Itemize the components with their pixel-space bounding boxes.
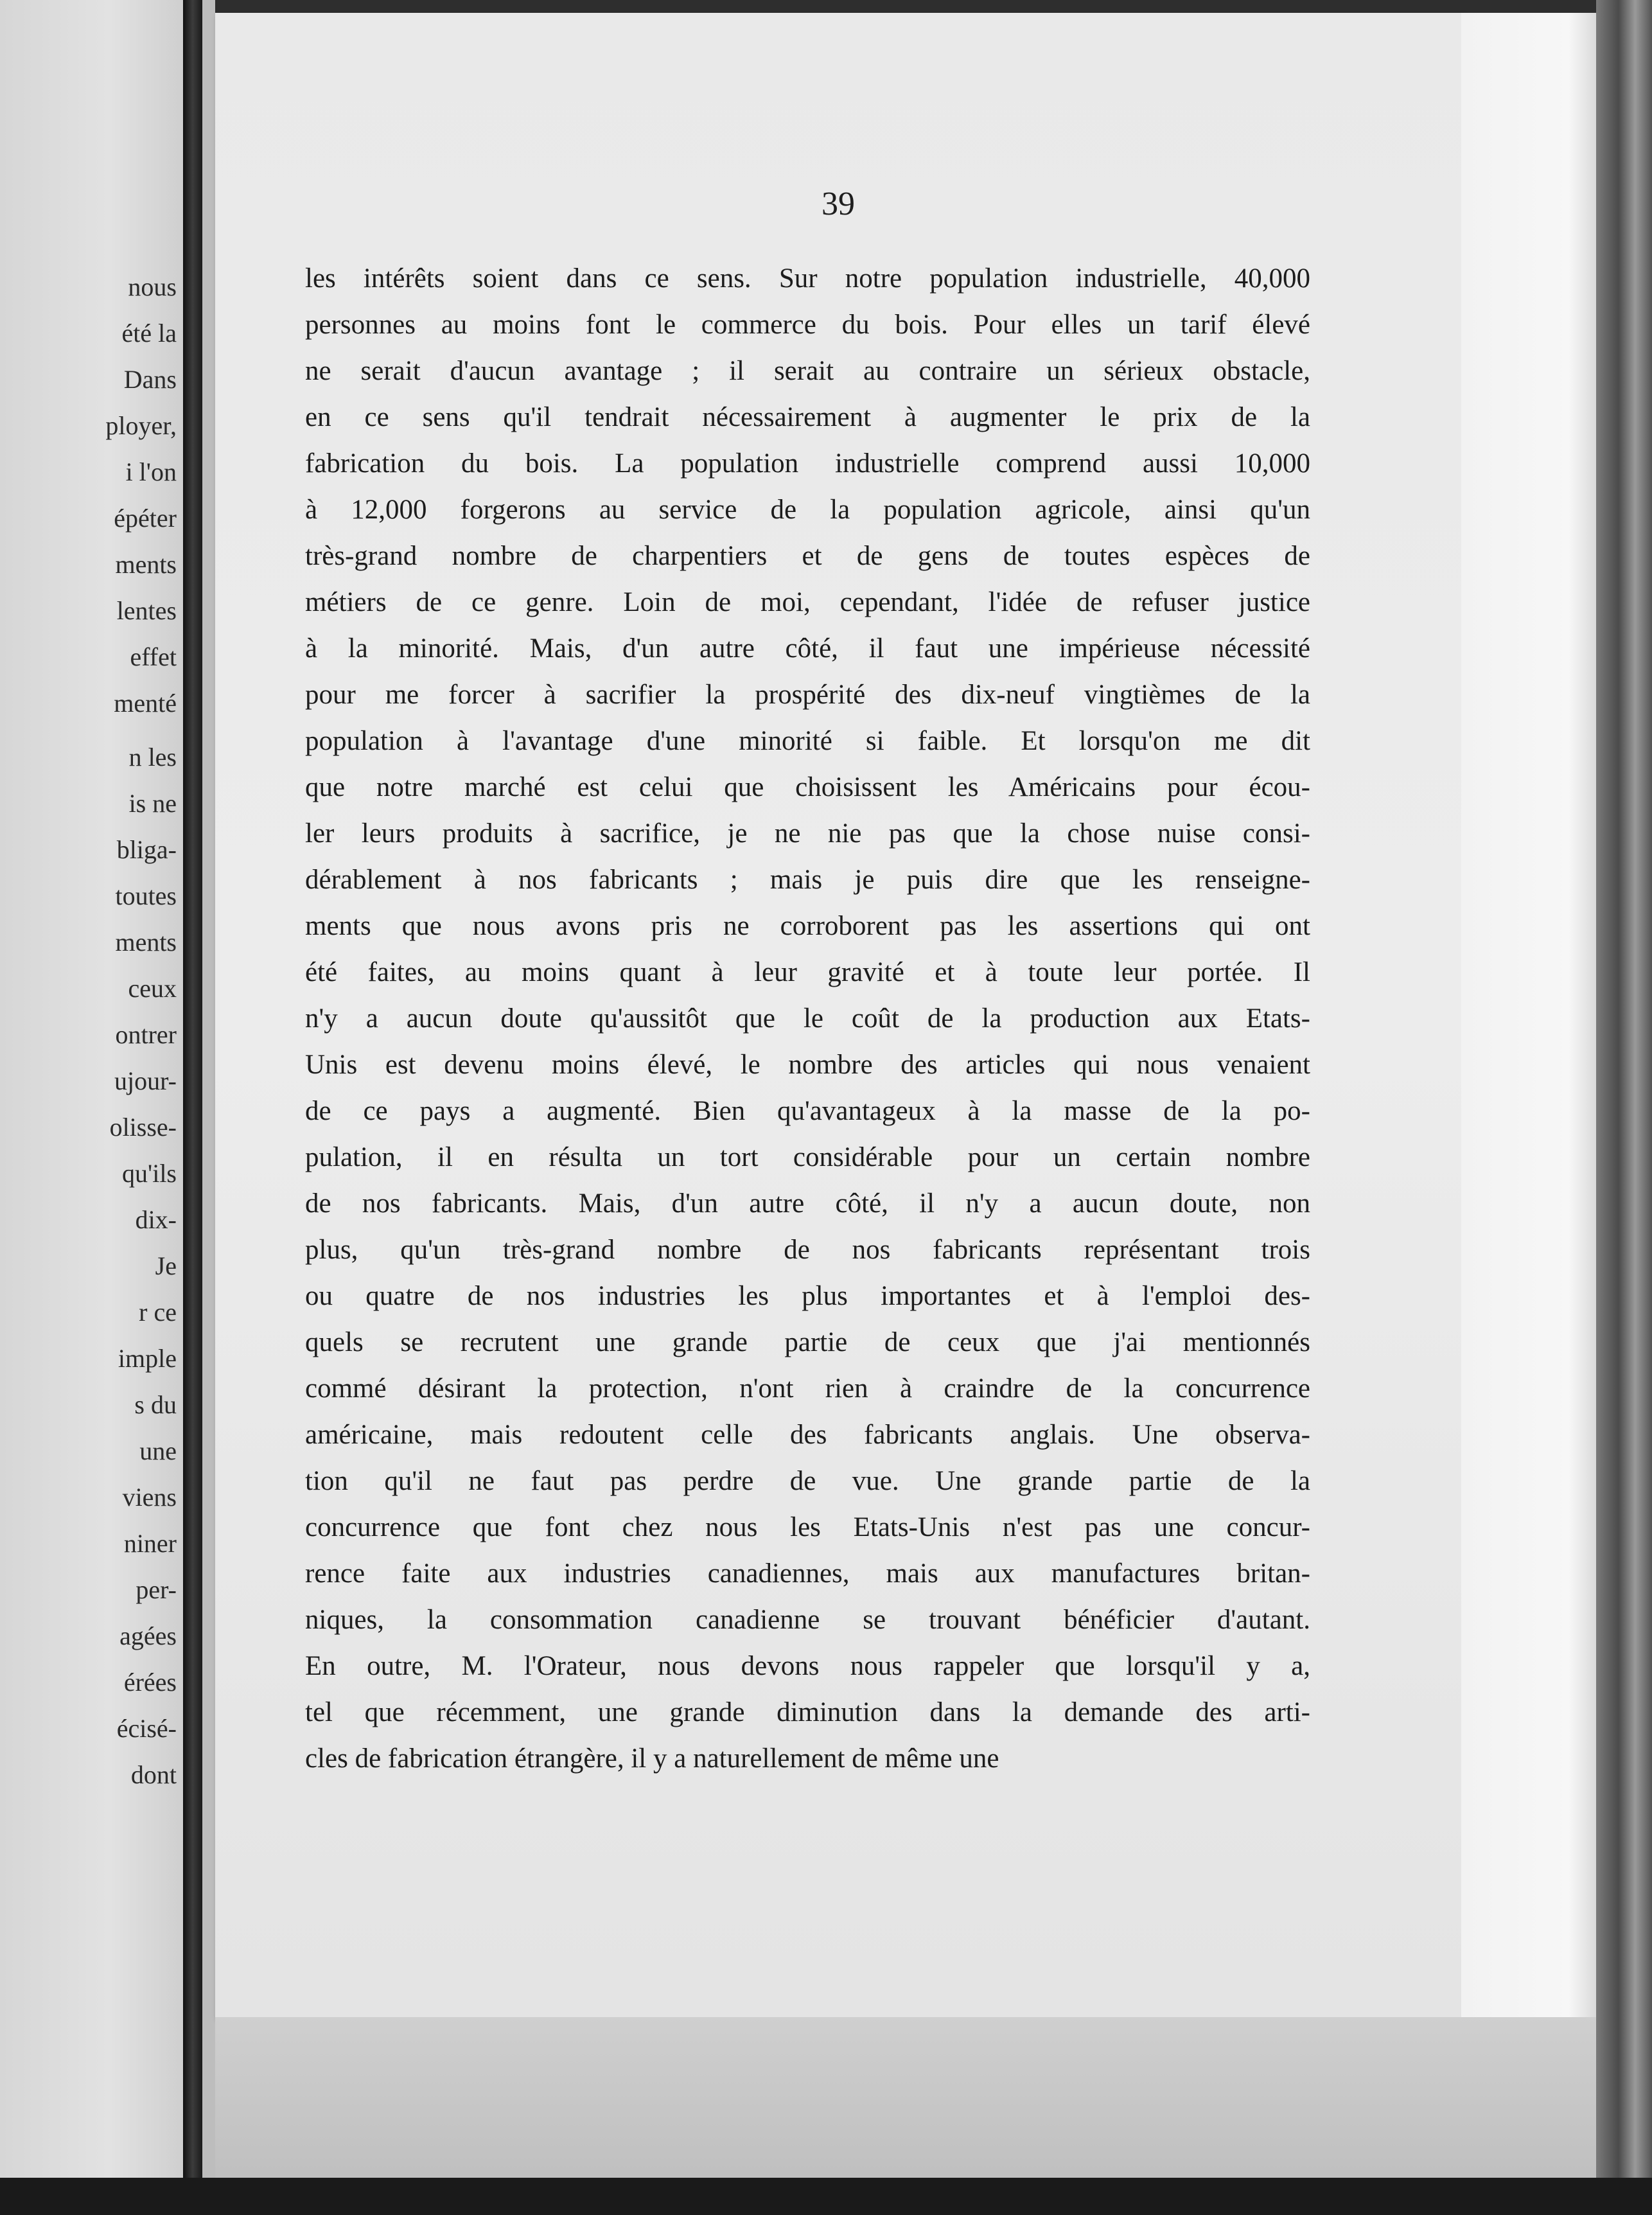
left-page-fragment — [0, 0, 183, 2215]
text-line: rence faite aux industries canadiennes, mais aux manufactures britan- — [305, 1558, 1310, 1589]
scan-bottom-border — [0, 2178, 1652, 2215]
left-fragment-line: menté — [114, 689, 177, 718]
left-fragment-line: imple — [118, 1344, 177, 1373]
left-fragment-line: toutes — [115, 881, 177, 910]
text-line: de nos fabricants. Mais, d'un autre côté, il n'y a aucun doute, non — [305, 1188, 1310, 1219]
text-line: en ce sens qu'il tendrait nécessairement à augmenter le prix de la — [305, 402, 1310, 432]
text-line: américaine, mais redoutent celle des fabricants anglais. Une observa- — [305, 1420, 1310, 1450]
text-line: concurrence que font chez nous les Etats-Unis n'est pas une concur- — [305, 1512, 1310, 1542]
page-number: 39 — [822, 186, 855, 222]
text-line: très-grand nombre de charpentiers et de gens de toutes espèces de — [305, 541, 1310, 571]
left-fragment-line: viens — [122, 1483, 177, 1512]
left-fragment-line: épéter — [114, 504, 177, 533]
left-fragment-line: ujour- — [114, 1066, 177, 1095]
text-line: n'y a aucun doute qu'aussitôt que le coût de la production aux Etats- — [305, 1003, 1310, 1034]
text-line: plus, qu'un très-grand nombre de nos fabricants représentant trois — [305, 1235, 1310, 1265]
left-fragment-line: effet — [130, 642, 177, 671]
left-fragment-line: per- — [136, 1575, 177, 1604]
text-line: de ce pays a augmenté. Bien qu'avantageux à la masse de la po- — [305, 1096, 1310, 1126]
left-fragment-line: i l'on — [125, 457, 177, 486]
text-line: métiers de ce genre. Loin de moi, cependant, l'idée de refuser justice — [305, 587, 1310, 617]
left-fragment-line: niner — [123, 1529, 177, 1558]
left-fragment-line: ontrer — [115, 1020, 177, 1049]
left-fragment-line: Dans — [123, 365, 177, 394]
text-line: dérablement à nos fabricants ; mais je puis dire que les renseigne- — [305, 865, 1310, 895]
text-line: cles de fabrication étrangère, il y a naturellement de même une — [305, 1743, 999, 1774]
text-line: En outre, M. l'Orateur, nous devons nous rappeler que lorsqu'il y a, — [305, 1651, 1310, 1681]
text-line: Unis est devenu moins élevé, le nombre des articles qui nous venaient — [305, 1050, 1310, 1080]
book-gutter — [183, 0, 202, 2215]
text-line: niques, la consommation canadienne se trouvant bénéficier d'autant. — [305, 1605, 1310, 1635]
left-fragment-line: s du — [134, 1390, 177, 1419]
text-line: à la minorité. Mais, d'un autre côté, il faut une impérieuse nécessité — [305, 633, 1310, 664]
left-fragment-line: bliga- — [116, 835, 177, 864]
body-text — [305, 256, 1310, 1782]
left-fragment-line: nous — [128, 272, 177, 301]
text-line: ou quatre de nos industries les plus importantes et à l'emploi des- — [305, 1281, 1310, 1311]
text-line: pour me forcer à sacrifier la prospérité des dix-neuf vingtièmes de la — [305, 680, 1310, 710]
text-line: commé désirant la protection, n'ont rien à craindre de la concurrence — [305, 1373, 1310, 1404]
text-line: que notre marché est celui que choisissent les Américains pour écou- — [305, 772, 1310, 802]
left-fragment-line: été la — [121, 319, 177, 348]
left-fragment-line: érées — [123, 1668, 177, 1697]
text-line: personnes au moins font le commerce du bois. Pour elles un tarif élevé — [305, 310, 1310, 340]
text-line: ler leurs produits à sacrifice, je ne nie pas que la chose nuise consi- — [305, 818, 1310, 849]
left-fragment-line: ployer, — [105, 411, 177, 440]
left-fragment-line: Je — [155, 1251, 177, 1280]
text-line: fabrication du bois. La population industrielle comprend aussi 10,000 — [305, 448, 1310, 479]
left-fragment-line: r ce — [139, 1298, 177, 1327]
text-line: tel que récemment, une grande diminution dans la demande des arti- — [305, 1697, 1310, 1727]
text-line: pulation, il en résulta un tort considérable pour un certain nombre — [305, 1142, 1310, 1172]
text-line: été faites, au moins quant à leur gravité et à toute leur portée. Il — [305, 957, 1310, 987]
left-fragment-line: dix- — [135, 1205, 177, 1234]
gutter-edge — [202, 0, 215, 2215]
left-fragment-line: ments — [115, 928, 177, 957]
main-page — [215, 13, 1461, 2017]
left-fragment-line: olisse- — [109, 1113, 177, 1142]
left-fragment-line: agées — [119, 1621, 177, 1650]
left-fragment-line: qu'ils — [122, 1159, 177, 1188]
text-line: quels se recrutent une grande partie de ceux que j'ai mentionnés — [305, 1327, 1310, 1357]
right-endpaper — [1461, 13, 1596, 2017]
left-fragment-line: ments — [115, 550, 177, 579]
text-line: les intérêts soient dans ce sens. Sur notre population industrielle, 40,000 — [305, 263, 1310, 294]
book-cover-edge — [1596, 0, 1652, 2215]
left-fragment-line: ceux — [128, 974, 177, 1003]
left-fragment-line: lentes — [116, 596, 177, 625]
left-fragment-line: écisé- — [116, 1714, 177, 1743]
text-line: ne serait d'aucun avantage ; il serait au contraire un sérieux obstacle, — [305, 356, 1310, 386]
left-fragment-line: is ne — [128, 789, 177, 818]
text-line: ments que nous avons pris ne corroborent pas les assertions qui ont — [305, 911, 1310, 941]
left-fragment-line: n les — [128, 743, 177, 772]
left-fragment-line: dont — [130, 1760, 177, 1789]
text-line: à 12,000 forgerons au service de la population agricole, ainsi qu'un — [305, 495, 1310, 525]
left-fragment-line: une — [139, 1436, 177, 1465]
text-line: population à l'avantage d'une minorité si faible. Et lorsqu'on me dit — [305, 726, 1310, 756]
text-line: tion qu'il ne faut pas perdre de vue. Une grande partie de la — [305, 1466, 1310, 1496]
